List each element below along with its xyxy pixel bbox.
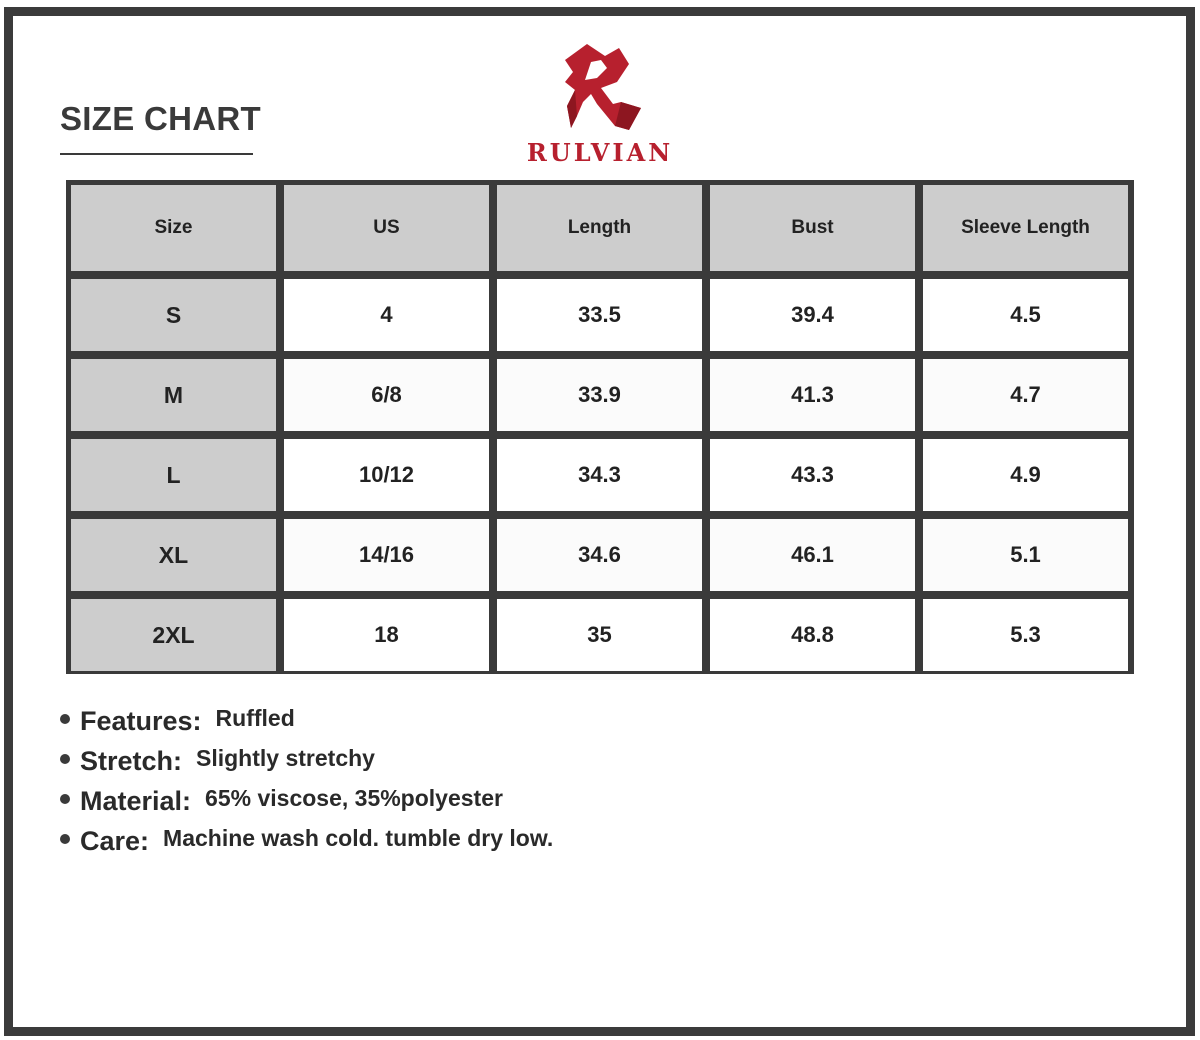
bullet-icon [60, 754, 70, 764]
table-cell-us: 10/12 [284, 439, 489, 511]
table-cell-length: 35 [497, 599, 702, 671]
spec-label: Material: [80, 786, 192, 816]
header-length: Length [497, 185, 702, 271]
table-cell-us: 4 [284, 279, 489, 351]
table-cell-sleeve-length: 5.1 [923, 519, 1128, 591]
table-cell-sleeve-length: 4.7 [923, 359, 1128, 431]
spec-material [60, 786, 553, 826]
brand-name: RULVIAN [526, 138, 674, 167]
table-cell-size: 2XL [71, 599, 276, 671]
table-cell-bust: 43.3 [710, 439, 915, 511]
table-cell-bust: 48.8 [710, 599, 915, 671]
table-cell-size: M [71, 359, 276, 431]
table-cell-bust: 41.3 [710, 359, 915, 431]
spec-value: Machine wash cold. tumble dry low. [163, 825, 554, 851]
table-cell-size: S [71, 279, 276, 351]
stylized-r-logo-icon [557, 42, 643, 134]
table-cell-sleeve-length: 5.3 [923, 599, 1128, 671]
table-cell-length: 34.3 [497, 439, 702, 511]
table-cell-length: 33.5 [497, 279, 702, 351]
spec-label: Care: [80, 826, 150, 856]
bullet-icon [60, 714, 70, 724]
product-specs [60, 706, 553, 866]
table-cell-bust: 46.1 [710, 519, 915, 591]
table-cell-length: 34.6 [497, 519, 702, 591]
spec-label: Features: [80, 706, 202, 736]
table-cell-us: 18 [284, 599, 489, 671]
title-underline [60, 153, 253, 155]
bullet-icon [60, 834, 70, 844]
spec-features [60, 706, 553, 746]
header-bust: Bust [710, 185, 915, 271]
table-cell-sleeve-length: 4.9 [923, 439, 1128, 511]
header-size: Size [71, 185, 276, 271]
brand-logo [517, 42, 683, 166]
spec-label: Stretch: [80, 746, 183, 776]
table-cell-us: 14/16 [284, 519, 489, 591]
table-cell-us: 6/8 [284, 359, 489, 431]
header-us: US [284, 185, 489, 271]
spec-care [60, 826, 553, 866]
table-cell-length: 33.9 [497, 359, 702, 431]
bullet-icon [60, 794, 70, 804]
spec-value: Slightly stretchy [196, 745, 375, 771]
header-sleeve-length: Sleeve Length [923, 185, 1128, 271]
page-title: SIZE CHART [60, 100, 261, 137]
table-cell-size: L [71, 439, 276, 511]
table-cell-size: XL [71, 519, 276, 591]
spec-value: Ruffled [215, 705, 295, 731]
title-block [60, 100, 261, 138]
table-cell-bust: 39.4 [710, 279, 915, 351]
spec-stretch [60, 746, 553, 786]
table-cell-sleeve-length: 4.5 [923, 279, 1128, 351]
spec-value: 65% viscose, 35%polyester [205, 785, 503, 811]
size-table [66, 180, 1134, 674]
